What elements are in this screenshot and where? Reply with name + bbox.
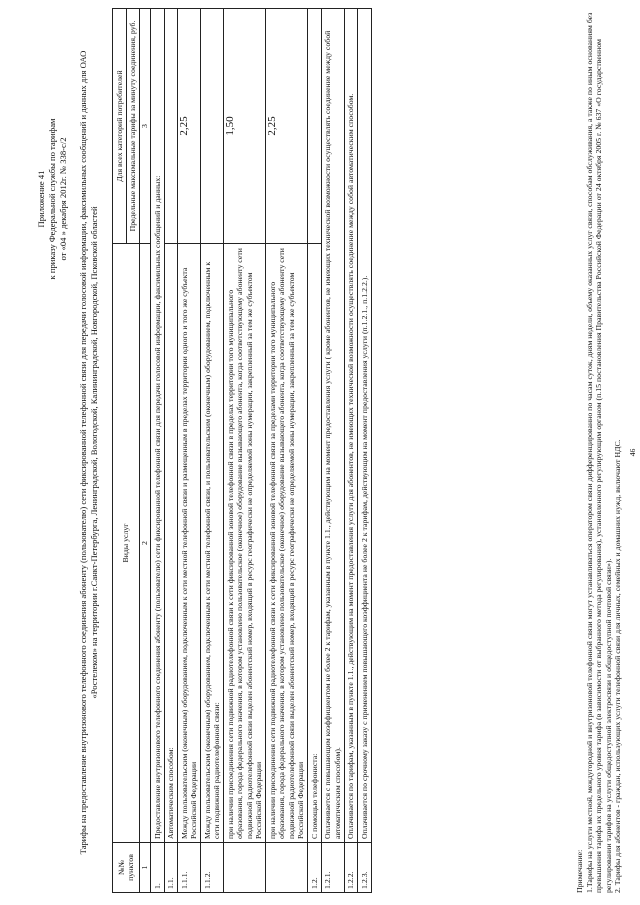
column-number: 1	[140, 843, 151, 893]
appendix-number: Приложение 41	[36, 170, 46, 228]
table-row	[308, 9, 322, 893]
row-num: 1.1.2.	[201, 843, 224, 893]
table-row	[178, 9, 201, 893]
table-row	[224, 9, 266, 893]
header-service: Виды услуг	[113, 244, 140, 843]
row-text: Предоставление внутризонового телефонного соединения абоненту (пользователю) сети фиксированной телефонной связи для передачи голосовой информации, факсимильных сообщений и данных:	[151, 9, 165, 843]
table-row	[151, 9, 165, 893]
table-header-row	[113, 9, 127, 893]
row-num: 1.2.3.	[358, 843, 372, 893]
table-row	[321, 9, 344, 893]
row-num: 1.2.2.	[344, 843, 358, 893]
row-text: Оплачивается по тарифам, указанным в пункте 1.1., действующим на момент предоставления услуги для абонентов, не имеющих технической возможности осуществлять соединение между собой автоматическим способом.	[344, 9, 358, 843]
column-number: 3	[140, 9, 151, 244]
table-row	[266, 9, 308, 893]
row-text: при наличии присоединения сети подвижной радиотелефонной связи к сети фиксированной зоновой телефонной связи за пределами территории того муниципального образования, города федерального значения, в котором установлено пользовательское (оконечное) оборудование вызывающего абонента, когда соответствующему абоненту сети подвижной радиотелефонной связи выделен абонентский номер, входящий в ресурс географически не определяемой зоны нумерации, закрепленный за тем же субъектом Российской Федерации	[266, 244, 308, 843]
row-text: Оплачивается с повышающим коэффициентом не более 2 к тарифам, указанным в пункте 1.1., действующим на момент предоставления услуги ( кроме абонентов, не имеющих технической возможности осуществлять соединение между собой автоматическим способом).	[321, 9, 344, 843]
row-num: 1.1.1.	[178, 843, 201, 893]
row-price	[308, 9, 322, 244]
row-num	[224, 843, 266, 893]
table-row	[358, 9, 372, 893]
row-num: 1.1.	[164, 843, 178, 893]
appendix-order-date: от «04 » декабря 2012г. № 338-с/2	[58, 137, 68, 261]
row-price: 2,25	[178, 9, 201, 244]
notes-section	[575, 10, 623, 893]
note-2: 2. Тарифы для абонентов - граждан, использующих услуги телефонной связи для личных, семейных и домашних нужд, включают НДС.	[613, 439, 623, 893]
note-1: 1.Тарифы на услуги местной, междугородной и внутризоновой телефонной связи могут устанавливаться оператором связи дифференцированно по часам суток, дням недели, объему оказанных услуг связи, способам обслуживания, а также по иным основаниям без превышения тарифа их предельного уровня тарифа (в зависимости от выбранного метода регулирования), установленного регулирующим органом (п.15 постановления Правительства Российской Федерации от 24 октября 2005 г. № 637 «О государственном регулировании тарифов на услуги общедоступной электросвязи и общедоступной почтовой связи»).	[584, 12, 613, 893]
page-number: 46	[628, 448, 637, 457]
row-price: 2,25	[266, 9, 308, 244]
row-text: Оплачивается по срочному заказу с применением повышающего коэффициента не более 2 к тарифам, действующим на момент предоставления услуги (п.1.2.1., п.1.2.2.).	[358, 9, 372, 843]
table-row	[201, 9, 224, 893]
table-row	[164, 9, 178, 893]
row-num: 1.2.1.	[321, 843, 344, 893]
column-number: 2	[140, 244, 151, 843]
document-title: Тарифы на предоставление внутризонового телефонного соединения абоненту (пользователю) сети фиксированной телефонной связи для передачи голосовой информации, факсимильных сообщений и данных для ОАО «Ростелеком» на территории г.Санкт-Петербурга, Ленинградской, Вологодской, Калининградской, Новгородской, Псковской областей	[78, 50, 100, 855]
header-group: Для всех категорий потребителей	[113, 9, 127, 244]
row-text: при наличии присоединения сети подвижной радиотелефонной связи к сети фиксированной зоновой телефонной связи в пределах территории того муниципального образования, города федерального значения, в котором установлено пользовательское (оконечное) оборудование вызывающего абонента, когда соответствующему абоненту сети подвижной радиотелефонной связи выделен абонентский номер, входящий в ресурс географически не определяемой зоны нумерации, закрепленный за тем же субъектом Российской Федерации	[224, 244, 266, 843]
row-price: 1,50	[224, 9, 266, 244]
table-row	[344, 9, 358, 893]
row-num: 1.	[151, 843, 165, 893]
row-price	[164, 9, 178, 244]
row-num: 1.2.	[308, 843, 322, 893]
row-text: Автоматическим способом:	[164, 244, 178, 843]
header-num: №№ пунктов	[113, 843, 140, 893]
row-price	[201, 9, 224, 244]
row-num	[266, 843, 308, 893]
appendix-order-ref: к приказу Федеральной службы по тарифам	[47, 118, 57, 280]
appendix-header	[36, 34, 69, 364]
column-number-row	[140, 9, 151, 893]
tariff-table	[112, 8, 372, 893]
header-price: Предельные максимальные тарифы за минуту соединения, руб.	[126, 9, 140, 244]
notes-heading: Примечание:	[575, 849, 584, 893]
row-text: Между пользовательским (оконечным) оборудованием, подключенным к сети местной телефонной связи и размещенным в пределах территории одного и того же субъекта Российской Федерации	[178, 244, 201, 843]
row-text: Между пользовательским (оконечным) оборудованием, подключенным к сети местной телефонной связи, и пользовательским (оконечным) оборудованием, подключенным к сети подвижной радиотелефонной связи:	[201, 244, 224, 843]
row-text: С помощью телефониста:	[308, 244, 322, 843]
